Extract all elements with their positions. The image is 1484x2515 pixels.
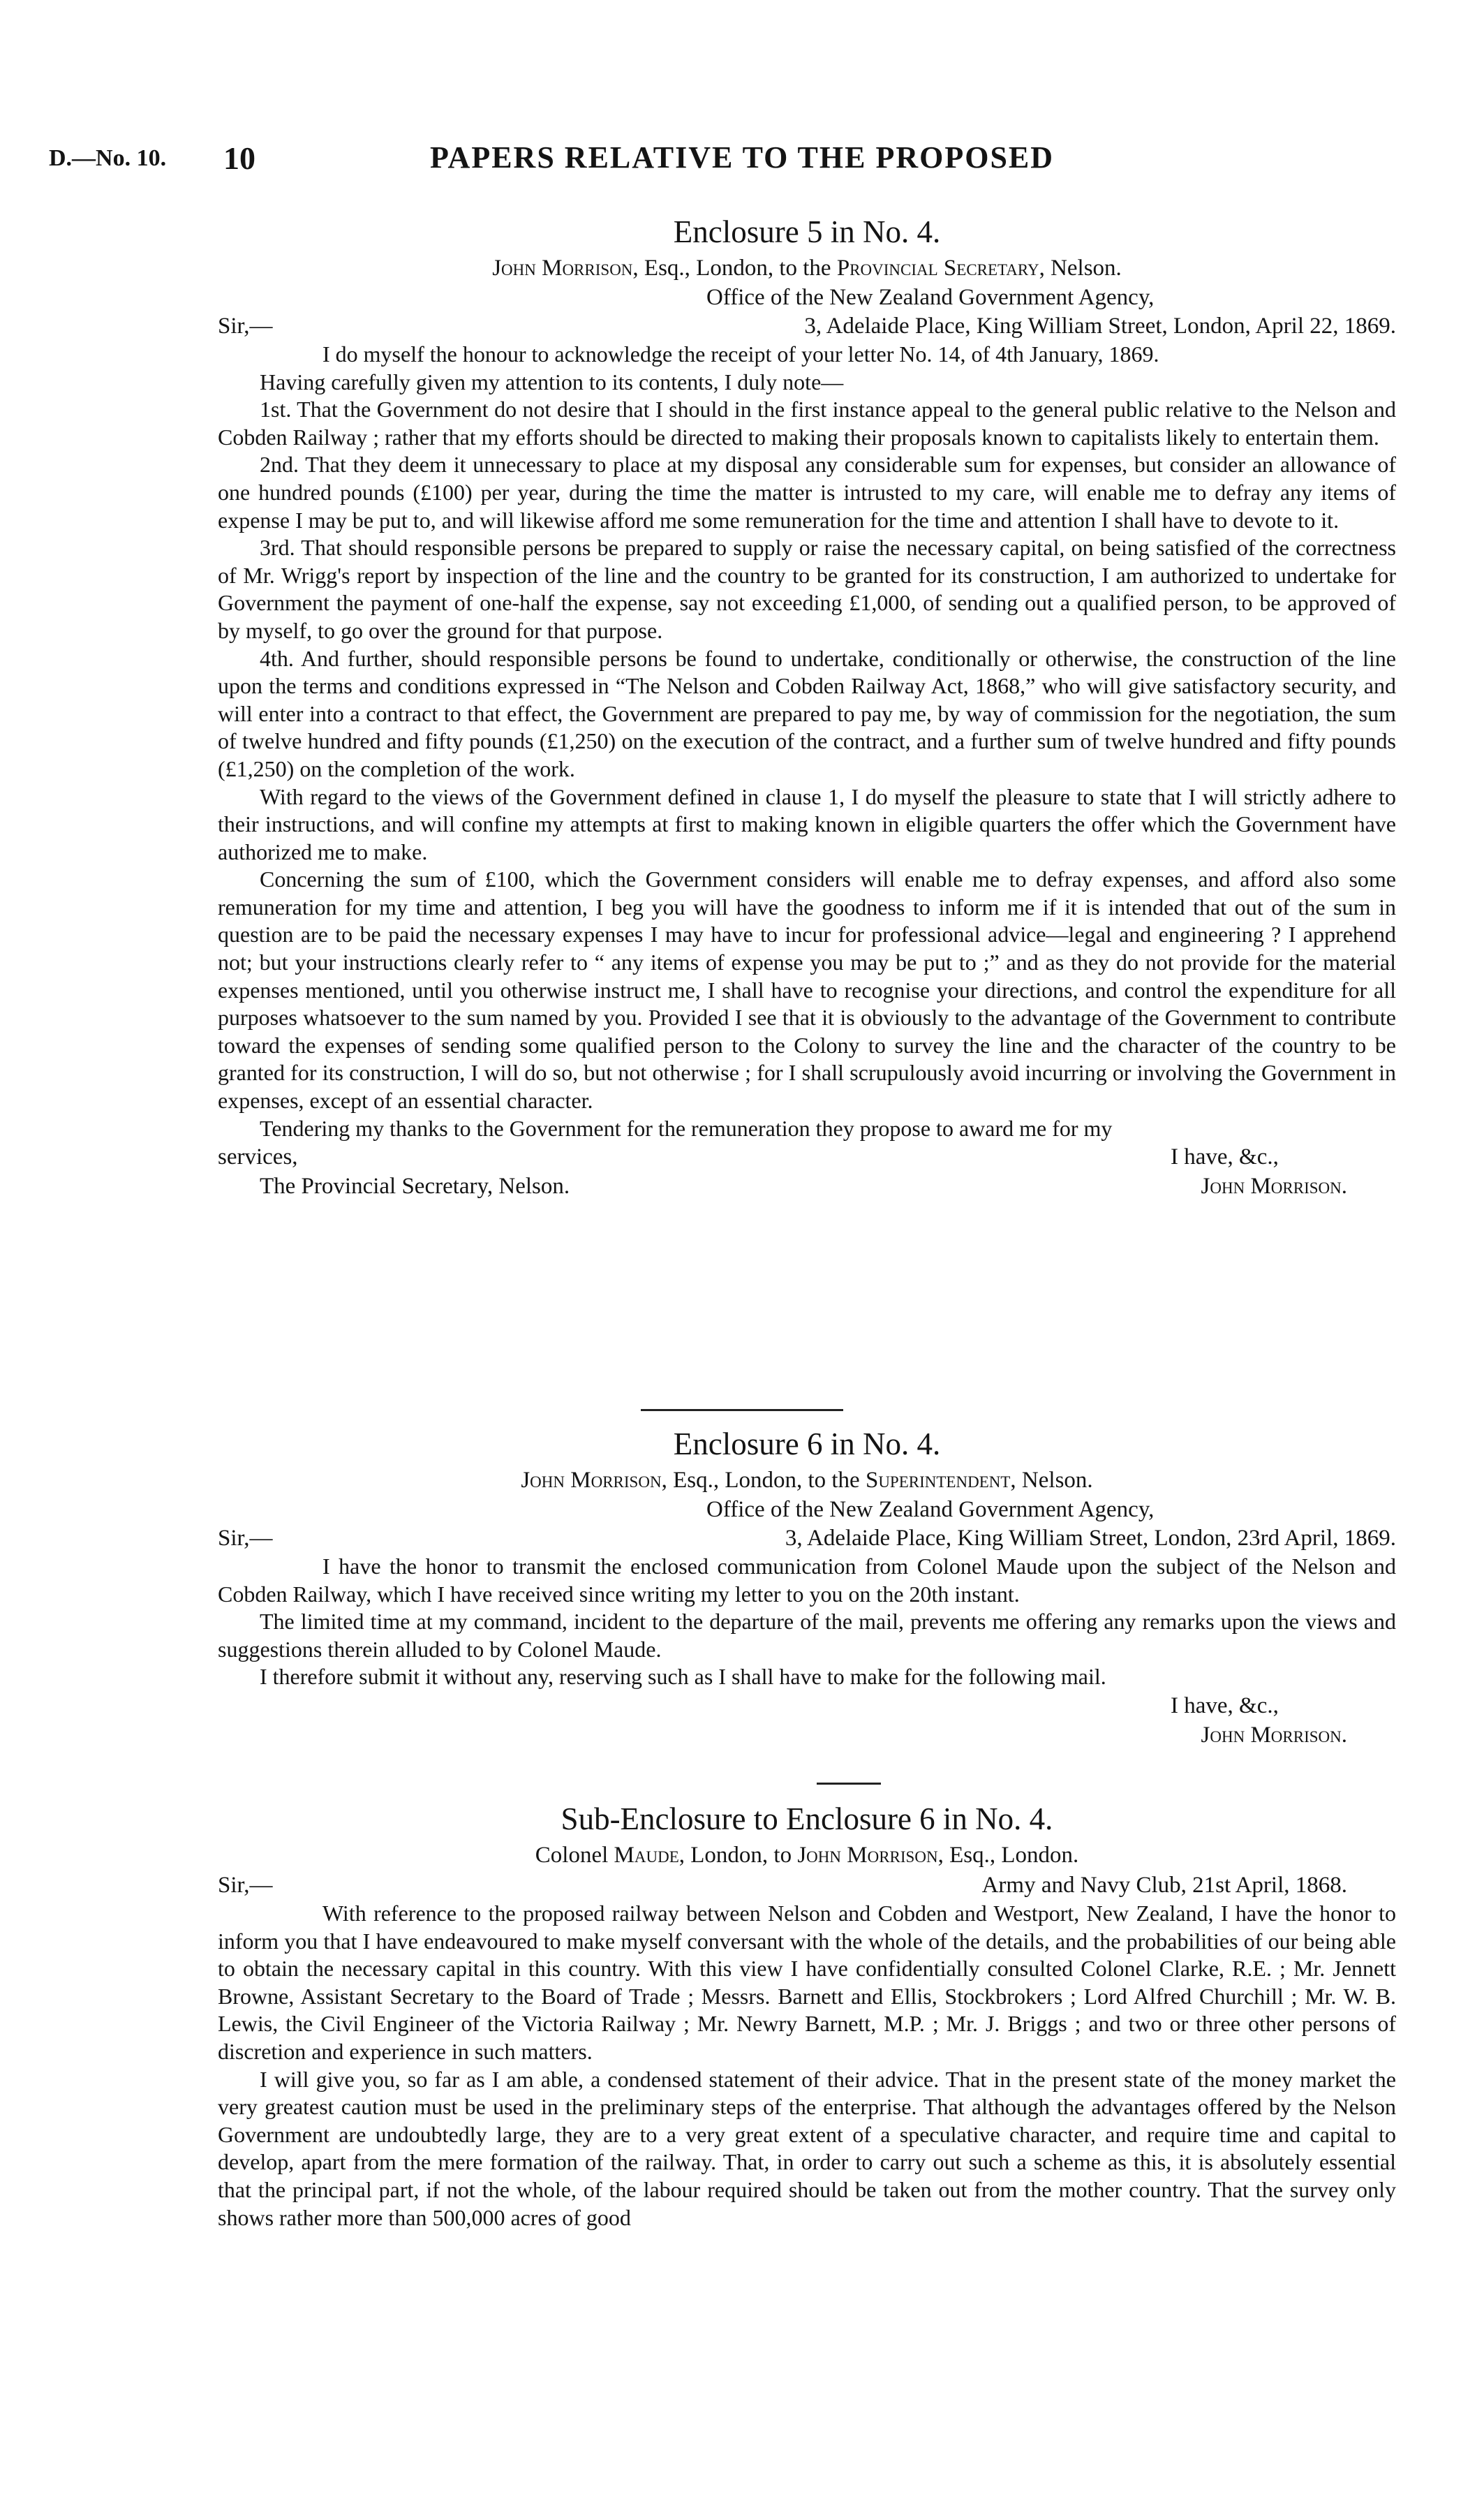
salutation: Sir,— <box>218 314 273 339</box>
closing-row <box>218 1691 1396 1720</box>
recipient-detail: , Esq., London. <box>937 1843 1079 1868</box>
closing-row <box>218 1142 1396 1172</box>
sender-name: John Morrison <box>492 256 633 281</box>
salutation-address-row <box>218 311 1396 341</box>
paragraph: With regard to the views of the Government defined in clause 1, I do myself the pleasure to state that I will strictly adhere to their instructions, and will confine my attempts at first to making known in eligible quarters the offer which the Government have authorized me to make. <box>218 783 1396 864</box>
letter-body <box>218 1900 1396 2232</box>
salutation: Sir,— <box>218 1873 273 1898</box>
running-head <box>0 140 1484 182</box>
letter-address-date: 3, Adelaide Place, King William Street, London, April 22, 1869. <box>804 314 1396 339</box>
addressee-signature-row <box>218 1172 1396 1201</box>
signature-row <box>218 1720 1396 1750</box>
paragraph: 2nd. That they deem it unnecessary to place at my disposal any considerable sum for expenses, but consider an allowance of one hundred pounds (£100) per year, during the time the matter is intrusted to my care, will enable me to defray any items of expense I may be put to, and will likewise afford me some remuneration for the time and attention I shall have to devote to it. <box>218 452 1396 533</box>
sub-enclosure-title: Sub-Enclosure to Enclosure 6 in No. 4. <box>561 1801 1053 1836</box>
paragraph: With reference to the proposed railway between Nelson and Cobden and Westport, New Zealand, I have the honor to inform you that I have endeavoured to make myself conversant with the whole of the details, and the probabilities of our being able to obtain the necessary capital in this country. With this view I have confidentially consulted Colonel Clarke, R.E. ; Mr. Jennett Browne, Assistant Secretary to the Board of Trade ; Messrs. Barnett and Ellis, Stockbrokers ; Lord Alfred Churchill ; Mr. W. B. Lewis, the Civil Engineer of the Victoria Railway ; Mr. Newry Barnett, M.P. ; Mr. J. Briggs ; and two or three other persons of discretion and experience in such matters. <box>218 1901 1396 2064</box>
letter-address-date: 3, Adelaide Place, King William Street, London, 23rd April, 1869. <box>785 1526 1396 1551</box>
enclosure-5-title: Enclosure 5 in No. 4. <box>673 214 941 249</box>
office-line: Office of the New Zealand Government Agency, <box>706 1497 1155 1522</box>
enclosure-5-from-to <box>218 253 1396 283</box>
paragraph: I have the honor to transmit the enclosed communication from Colonel Maude upon the subject of the Nelson and Cobden Railway, which I have received since writing my letter to you on the 20th instant. <box>218 1554 1396 1607</box>
section-divider-short <box>817 1783 881 1785</box>
salutation-address-row <box>218 1524 1396 1553</box>
paragraph: Concerning the sum of £100, which the Government considers will enable me to defray expenses, and afford also some remuneration for my time and attention, I beg you will have the goodness to inform me if it is intended that out of the sum in question are to be paid the necessary expenses I may have to incur for professional advice—legal and engineering ? I apprehend not; but your instructions clearly refer to “ any items of expense you may be put to ;” and as they do not provide for the material expenses mentioned, until you otherwise instruct me, I shall have to recognise your directions, and control the expenditure for all purposes whatsoever to the sum named by you. Provided I see that it is obviously to the advantage of the Government to contribute toward the expenses of sending some qualified person to the Colony to survey the line and the character of the country to be granted for its construction, I will do so, but not otherwise ; for I shall scrupulously avoid incurring or involving the Government in expenses, except of an essential character. <box>218 866 1396 1114</box>
sender-name: John Morrison <box>521 1468 662 1493</box>
recipient-office: Superintendent <box>865 1468 1011 1493</box>
page-header-title: PAPERS RELATIVE TO THE PROPOSED <box>429 140 1055 175</box>
paragraph: I therefore submit it without any, reserving such as I shall have to make for the following mail. <box>260 1664 1106 1690</box>
section-divider <box>641 1409 843 1411</box>
enclosure-6-title: Enclosure 6 in No. 4. <box>673 1426 941 1461</box>
salutation: Sir,— <box>218 1526 273 1551</box>
closing-formula: I have, &c., <box>1171 1692 1279 1718</box>
signature: John Morrison. <box>1201 1722 1347 1748</box>
paragraph: 1st. That the Government do not desire that I should in the first instance appeal to the general public relative to the Nelson and Cobden Railway ; rather that my efforts should be directed to making their proposals known to capitalists likely to entertain them. <box>218 397 1396 450</box>
enclosure-6-from-to <box>218 1465 1396 1496</box>
paragraph: I will give you, so far as I am able, a condensed statement of their advice. That in the present state of the money market the very greatest caution must be used in the preliminary steps of the enterprise. That although the advantages offered by the Nelson Government are undoubtedly large, they are to a very great extent of a speculative character, and require time and capital to develop, apart from the mere formation of the railway. That, in order to carry out such a scheme as this, it is absolutely essential that the principal part, if not the whole, of the labour required should be taken out from the mother country. That the survey only shows rather more than 500,000 acres of good <box>218 2066 1396 2230</box>
paragraph: 3rd. That should responsible persons be prepared to supply or raise the necessary capital, on being satisfied of the correctness of Mr. Wrigg's report by inspection of the line and the country to be granted for its construction, I am authorized to undertake for Government the payment of one-half the expense, say not exceeding £1,000, of sending out a qualified person, to be approved of by myself, to go over the ground for that purpose. <box>218 535 1396 643</box>
page-number: 10 <box>223 140 255 176</box>
recipient-place: , Nelson. <box>1010 1468 1093 1493</box>
recipient-place: , Nelson. <box>1039 256 1122 281</box>
addressee: The Provincial Secretary, Nelson. <box>260 1174 570 1200</box>
letter-body <box>218 1553 1396 1691</box>
office-line: Office of the New Zealand Government Agency, <box>706 285 1155 310</box>
closing-formula: I have, &c., <box>1171 1144 1279 1170</box>
enclosure-6 <box>218 1423 1396 1750</box>
closing-text: services, <box>218 1144 298 1170</box>
paragraph: The limited time at my command, incident to the departure of the mail, prevents me offering any remarks upon the views and suggestions therein alluded to by Colonel Maude. <box>218 1609 1396 1662</box>
recipient-office: Provincial Secretary <box>836 256 1039 281</box>
letter-address-date: Army and Navy Club, 21st April, 1868. <box>981 1873 1347 1898</box>
sender-detail: , Esq., London, to the <box>632 256 837 281</box>
sub-enclosure-from-to <box>218 1840 1396 1871</box>
salutation-address-row <box>218 1871 1396 1900</box>
document-number: D.—No. 10. <box>49 145 167 171</box>
sender-title: Colonel <box>535 1843 614 1868</box>
sender-detail: , London, to <box>678 1843 798 1868</box>
paragraph: I do myself the honour to acknowledge the receipt of your letter No. 14, of 4th January, 1869. <box>322 341 1159 367</box>
sub-enclosure <box>218 1798 1396 2232</box>
paragraph: 4th. And further, should responsible persons be found to undertake, conditionally or otherwise, the construction of the line upon the terms and conditions expressed in “The Nelson and Cobden Railway Act, 1868,” who will give satisfactory security, and will enter into a contract to that effect, the Government are prepared to pay me, by way of commission for the negotiation, the sum of twelve hundred and fifty pounds (£1,250) on the execution of the contract, and a further sum of twelve hundred and fifty pounds (£1,250) on the completion of the work. <box>218 645 1396 781</box>
signature: John Morrison. <box>1201 1174 1347 1200</box>
letter-body <box>218 341 1396 1142</box>
enclosure-5 <box>218 211 1396 1201</box>
sender-name: Maude <box>614 1843 679 1868</box>
recipient-name: John Morrison <box>797 1843 938 1868</box>
sender-detail: , Esq., London, to the <box>661 1468 866 1493</box>
paragraph: Tendering my thanks to the Government for the remuneration they propose to award me for my <box>260 1115 1113 1141</box>
paragraph: Having carefully given my attention to its contents, I duly note— <box>260 369 844 394</box>
